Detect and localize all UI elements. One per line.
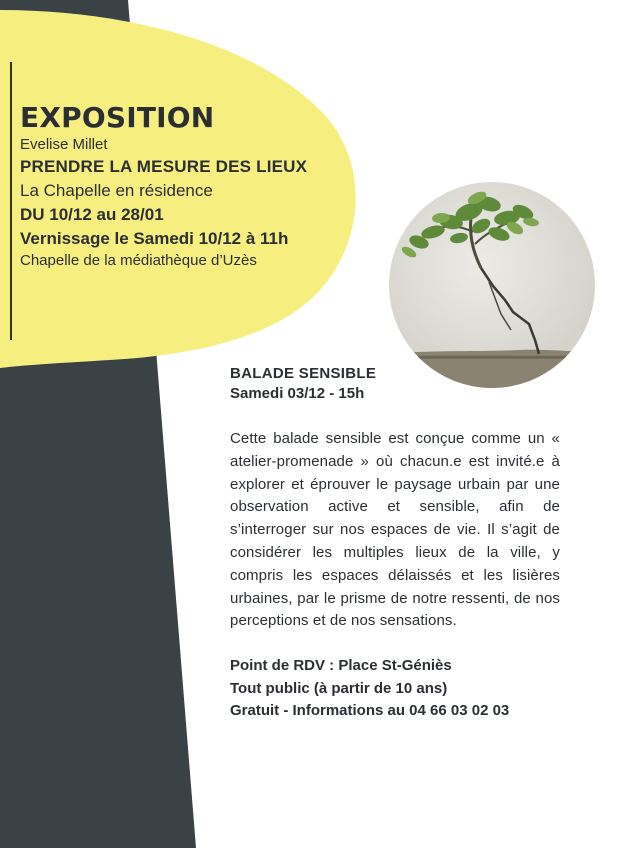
vertical-accent-line xyxy=(10,62,12,340)
balade-date: Samedi 03/12 - 15h xyxy=(230,385,365,402)
exhibition-dates: DU 10/12 au 28/01 xyxy=(20,205,164,224)
audience-info: Tout public (à partir de 10 ans) xyxy=(230,679,448,697)
venue-name: Chapelle de la médiathèque d’Uzès xyxy=(20,252,257,269)
balade-description: Cette balade sensible est conçue comme un « atelier-promenade » où chacun.e est invité.e à explorer et éprouver le paysage urbain par une observation active et sensible, afin de s’interroger sur nos espaces de vie. Il s’agit de considérer les multiples lieux de la ville, y compris les espaces délaissés et les lisières urbaines, par le prisme de notre ressenti, de nos perceptions et de nos sensations. xyxy=(230,430,560,630)
exposition-block xyxy=(20,100,350,271)
contact-info: Gratuit - Informations au 04 66 03 02 03 xyxy=(230,702,510,720)
balade-title: BALADE SENSIBLE xyxy=(230,365,377,382)
tree-wall-photo xyxy=(389,182,595,388)
tree-illustration xyxy=(389,182,595,388)
balade-block xyxy=(230,364,560,723)
practical-info xyxy=(230,655,560,723)
meeting-point: Point de RDV : Place St-Géniès xyxy=(230,657,452,675)
exposition-heading: EXPOSITION xyxy=(20,101,215,134)
program-name: La Chapelle en résidence xyxy=(20,181,213,200)
vernissage-info: Vernissage le Samedi 10/12 à 11h xyxy=(20,229,289,248)
exhibition-title: PRENDRE LA MESURE DES LIEUX xyxy=(20,157,308,176)
artist-name: Evelise Millet xyxy=(20,136,108,153)
